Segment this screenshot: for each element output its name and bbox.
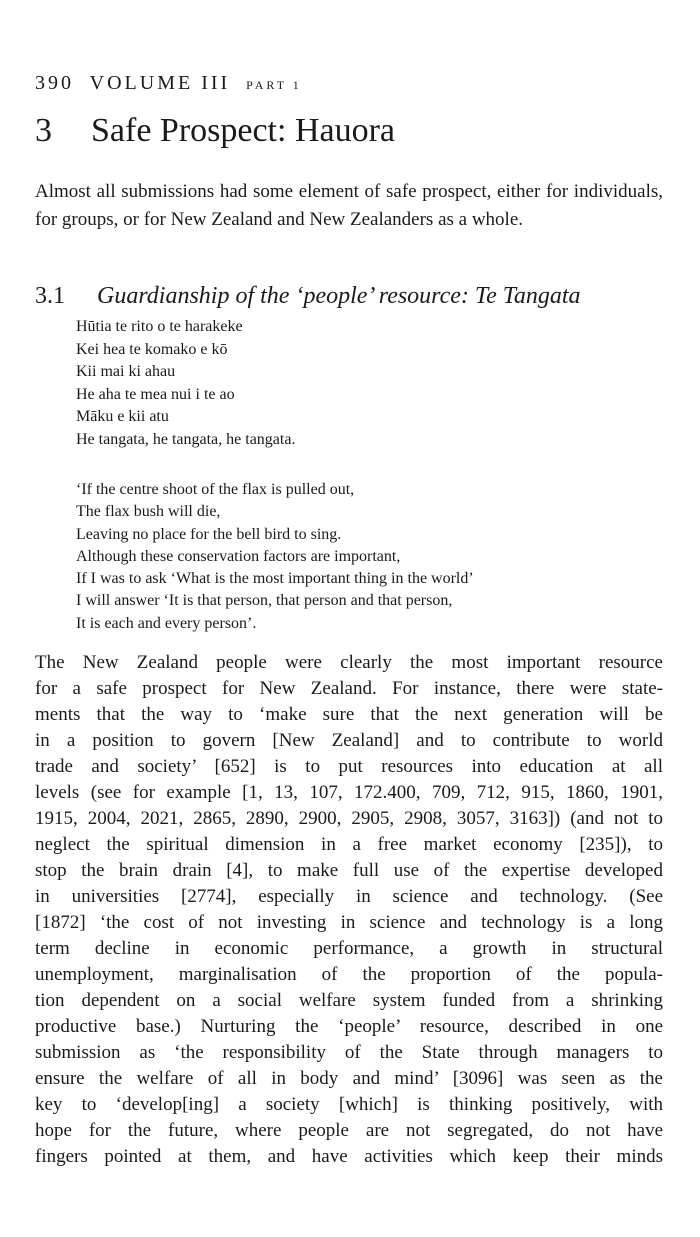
body-line: tion dependent on a social welfare system funded from a shrinking	[35, 990, 663, 1011]
chapter-title-text: Safe Prospect: Hauora	[91, 112, 396, 149]
section-title: Guardianship of the ‘people’ resource: Te Tangata	[97, 283, 581, 309]
volume-label: VOLUME III	[89, 72, 231, 94]
body-line: submission as ‘the responsibility of the State through managers to	[35, 1042, 663, 1063]
verse-line: Leaving no place for the bell bird to sing.	[76, 525, 342, 543]
verse-line: ‘If the centre shoot of the flax is pulled out,	[76, 481, 355, 498]
verse-line: Māku e kii atu	[76, 408, 169, 426]
verse-line: If I was to ask ‘What is the most important thing in the world’	[76, 570, 474, 588]
body-paragraph	[35, 650, 663, 1170]
verse-line: Kii mai ki ahau	[76, 363, 176, 381]
body-line: productive base.) Nurturing the ‘people’ resource, described in one	[35, 1016, 663, 1037]
body-line: in a position to govern [New Zealand] and to contribute to world	[35, 730, 663, 751]
verse-line: I will answer ‘It is that person, that person and that person,	[76, 592, 453, 610]
page-number: 390	[35, 72, 74, 94]
chapter-title	[35, 112, 395, 150]
verse-line: Although these conservation factors are important,	[76, 547, 401, 565]
chapter-number: 3	[35, 112, 52, 149]
verse-line: The flax bush will die,	[76, 503, 221, 521]
body-line: hope for the future, where people are not segregated, do not have	[35, 1120, 663, 1141]
verse-line: He aha te mea nui i te ao	[76, 385, 235, 403]
body-line: trade and society’ [652] is to put resources into education at all	[35, 756, 663, 777]
body-line: in universities [2774], especially in science and technology. (See	[35, 886, 663, 907]
body-line: ensure the welfare of all in body and mind’ [3096] was seen as the	[35, 1068, 663, 1089]
section-heading	[35, 283, 581, 310]
body-line: neglect the spiritual dimension in a free market economy [235]), to	[35, 834, 663, 855]
body-line: fingers pointed at them, and have activities which keep their minds	[35, 1146, 663, 1167]
maori-verse	[76, 316, 676, 452]
body-line: for a safe prospect for New Zealand. For instance, there were state-	[35, 678, 663, 699]
verse-line: Hūtia te rito o te harakeke	[76, 318, 243, 335]
body-line: The New Zealand people were clearly the most important resource	[35, 652, 663, 673]
body-line: ments that the way to ‘make sure that the next generation will be	[35, 704, 663, 725]
english-verse	[76, 479, 676, 635]
body-line: 1915, 2004, 2021, 2865, 2890, 2900, 2905, 2908, 3057, 3163]) (and not to	[35, 808, 663, 829]
body-line: unemployment, marginalisation of the proportion of the popula-	[35, 964, 663, 985]
body-line: key to ‘develop[ing] a society [which] is thinking positively, with	[35, 1094, 663, 1115]
verse-line: It is each and every person’.	[76, 614, 257, 632]
intro-paragraph: Almost all submissions had some element of safe prospect, either for individuals, for groups, or for New Zealand and New Zealanders as a whole.	[35, 181, 663, 230]
verse-line: He tangata, he tangata, he tangata.	[76, 430, 296, 448]
body-line: term decline in economic performance, a growth in structural	[35, 938, 663, 959]
body-line: levels (see for example [1, 13, 107, 172.400, 709, 712, 915, 1860, 1901,	[35, 782, 663, 803]
body-line: [1872] ‘the cost of not investing in science and technology is a long	[35, 912, 663, 933]
part-label: PART 1	[246, 78, 302, 92]
section-number: 3.1	[35, 283, 65, 309]
body-line: stop the brain drain [4], to make full use of the expertise developed	[35, 860, 663, 881]
running-head	[35, 72, 302, 95]
verse-line: Kei hea te komako e kō	[76, 340, 228, 358]
